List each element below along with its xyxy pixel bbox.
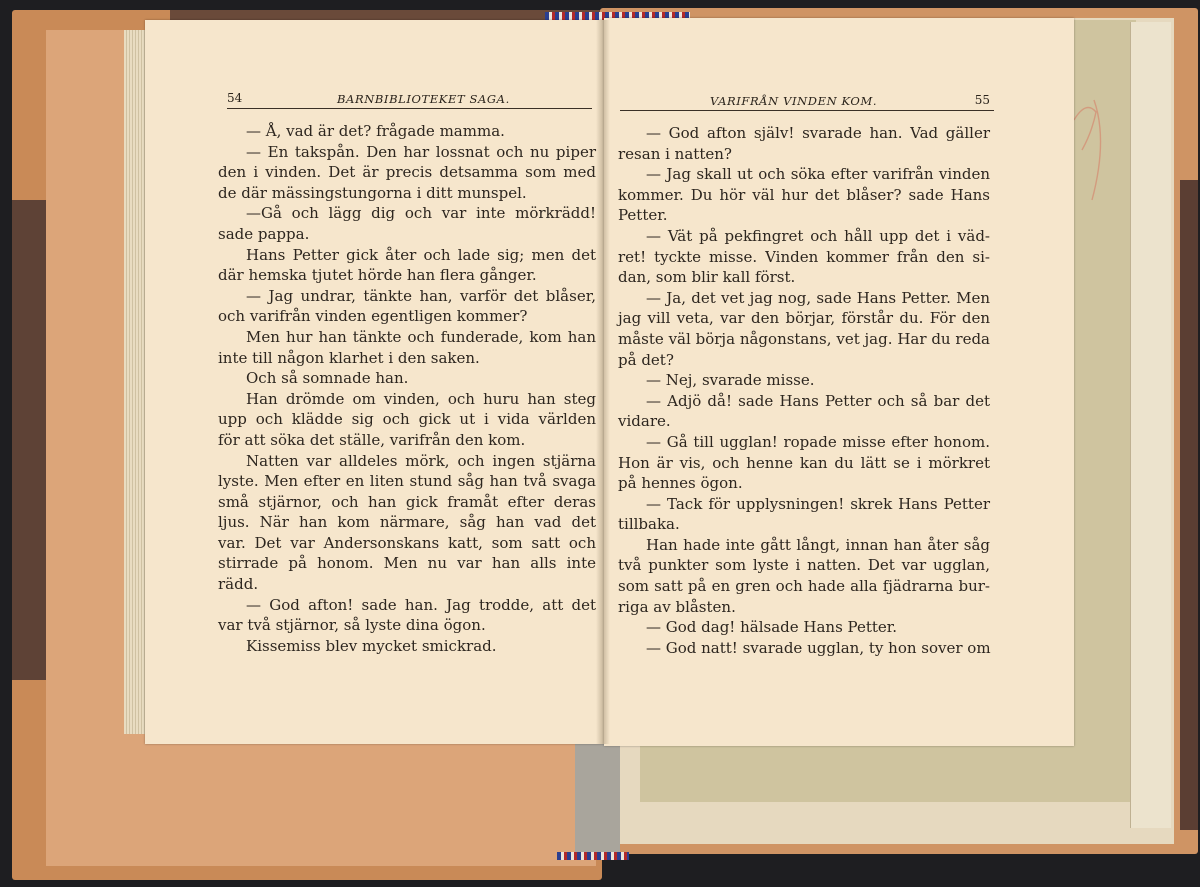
right-page-text [618, 123, 990, 658]
text-line: — Tack för upplysningen! skrek Hans Petter [646, 494, 990, 513]
text-line: Kissemiss blev mycket smickrad. [246, 636, 497, 655]
text-line: var två stjärnor, så lyste dina ögon. [218, 616, 486, 635]
text-line: kommer. Du hör väl hur det blåser? sade Hans [618, 185, 990, 204]
left-page [145, 20, 604, 744]
spine-binding [575, 740, 620, 860]
gutter-shadow [596, 20, 610, 744]
text-line: Hans Petter gick åter och lade sig; men det [246, 245, 596, 264]
right-cover-leather-edge [1180, 180, 1198, 830]
text-line: ljus. När han kom närmare, såg han vad det [218, 513, 596, 532]
text-line: Petter. [618, 206, 668, 225]
text-line: stirrade på honom. Men nu var han alls inte [218, 554, 596, 573]
text-line: — God dag! hälsade Hans Petter. [646, 618, 898, 637]
page-edges-right [1130, 22, 1171, 828]
text-line: —Gå och lägg dig och var inte mörkrädd! [246, 204, 596, 223]
text-line: — Jag undrar, tänkte han, varför det blåser, [246, 286, 596, 305]
text-line: — Adjö då! sade Hans Petter och så bar det [646, 391, 990, 410]
text-line: — Å, vad är det? frågade mamma. [246, 122, 505, 140]
text-line: och varifrån vinden egentligen kommer? [218, 307, 528, 326]
text-line: två punkter som lyste i natten. Det var ugglan, [618, 556, 990, 575]
text-line: måste väl börja någonstans, vet jag. Har du reda [618, 329, 990, 348]
text-line: riga av blåsten. [618, 597, 736, 616]
right-page [604, 18, 1074, 746]
text-line: sade pappa. [218, 224, 310, 243]
text-line: jag vill veta, var den börjar, förstår du. För den [618, 309, 990, 328]
text-line: — God afton själv! svarade han. Vad gäller [646, 124, 990, 142]
text-line: — Nej, svarade misse. [646, 371, 815, 390]
text-line: Hon är vis, och henne kan du lätt se i mörkret [618, 453, 990, 472]
right-running-head: VARIFRÅN VINDEN KOM. [710, 94, 878, 108]
text-line: som satt på en gren och hade alla fjädrarna bur- [618, 577, 990, 596]
text-line: inte till någon klarhet i den saken. [218, 348, 480, 367]
left-page-number: 54 [227, 91, 243, 105]
text-line: Och så somnade han. [246, 369, 409, 388]
text-line: Natten var alldeles mörk, och ingen stjärna [246, 451, 596, 470]
text-line: på det? [618, 350, 674, 369]
text-line: — Jag skall ut och söka efter varifrån vinden [646, 165, 990, 184]
text-line: lyste. Men efter en liten stund såg han två svaga [218, 472, 596, 491]
text-line: — Ja, det vet jag nog, sade Hans Petter. Men [646, 288, 990, 307]
text-line: — En takspån. Den har lossnat och nu piper [246, 142, 596, 161]
text-line: på hennes ögon. [618, 474, 743, 493]
text-line: var. Det var Andersonskans katt, som satt och [218, 533, 596, 552]
text-line: de där mässingstungorna i ditt munspel. [218, 183, 527, 202]
text-line: tillbaka. [618, 515, 680, 534]
text-line: ret! tyckte misse. Vinden kommer från den si- [618, 247, 990, 266]
right-page-number: 55 [974, 93, 990, 107]
text-line: — God natt! svarade ugglan, ty hon sover om [646, 638, 991, 657]
text-line: för att söka det ställe, varifrån den kom. [218, 430, 526, 449]
text-line: Han drömde om vinden, och huru han steg [246, 389, 596, 408]
text-line: upp och klädde sig och gick ut i vida världen [218, 410, 596, 429]
left-running-head: BARNBIBLIOTEKET SAGA. [337, 92, 510, 106]
text-line: rädd. [218, 575, 259, 594]
headband-bottom [557, 852, 629, 860]
text-line: — God afton! sade han. Jag trodde, att det [246, 595, 596, 614]
text-line: dan, som blir kall först. [618, 268, 796, 287]
text-line: — Gå till ugglan! ropade misse efter honom. [646, 432, 990, 451]
text-line: där hemska tjutet hörde han flera gånger. [218, 266, 537, 285]
text-line: den i vinden. Det är precis detsamma som med [218, 163, 596, 182]
text-line: resan i natten? [618, 144, 732, 163]
text-line: — Vät på pekfingret och håll upp det i väd- [646, 226, 990, 245]
left-page-text [218, 121, 596, 656]
text-line: vidare. [618, 412, 671, 431]
left-page-header [227, 88, 592, 109]
right-page-header [620, 90, 994, 111]
text-line: små stjärnor, och han gick framåt efter deras [218, 492, 596, 511]
text-line: Men hur han tänkte och funderade, kom han [246, 327, 596, 346]
text-line: Han hade inte gått långt, innan han åter såg [646, 535, 990, 554]
